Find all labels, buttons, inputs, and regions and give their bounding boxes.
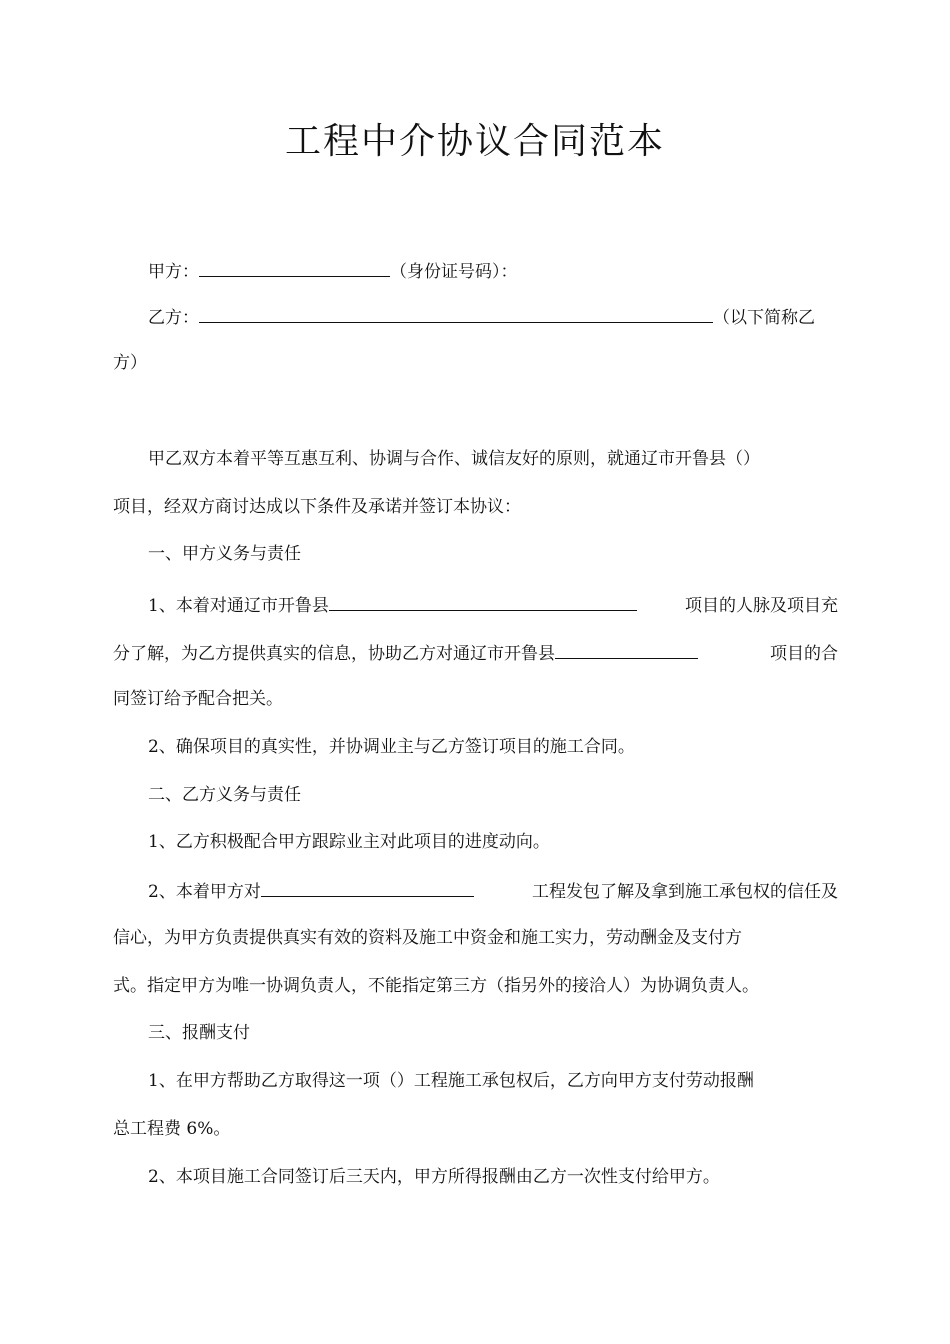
- section3-item1-line2: 总工程费 6%。: [113, 1119, 231, 1139]
- section3-item2: 2、本项目施工合同签订后三天内，甲方所得报酬由乙方一次性支付给甲方。: [148, 1167, 720, 1187]
- section2-item2-part-a: 2、本着甲方对: [148, 876, 474, 905]
- intro-line-1: 甲乙双方本着平等互惠互利、协调与合作、诚信友好的原则，就通辽市开鲁县（）: [148, 449, 760, 469]
- party-a-label: 甲方：: [148, 262, 199, 282]
- project-name-blank-1: [329, 590, 637, 611]
- section1-item1-line2: [113, 638, 838, 667]
- section2-item2-line1: [148, 876, 838, 905]
- section1-item1-part-a: 1、本着对通辽市开鲁县: [148, 590, 637, 619]
- section2-item2-line2: 信心，为甲方负责提供真实有效的资料及施工中资金和施工实力，劳动酬金及支付方: [113, 928, 742, 948]
- party-b-name-blank: [199, 302, 713, 323]
- section1-item1-line1: [148, 590, 838, 619]
- party-b-line: [148, 302, 838, 331]
- party-a-name-blank: [199, 256, 390, 277]
- section1-item2: 2、确保项目的真实性，并协调业主与乙方签订项目的施工合同。: [148, 737, 635, 757]
- section1-item1-part-c: 分了解，为乙方提供真实的信息，协助乙方对通辽市开鲁县: [113, 638, 698, 667]
- document-title: 工程中介协议合同范本: [284, 121, 665, 162]
- party-b-label: 乙方：: [148, 308, 199, 328]
- section2-item2-line3: 式。指定甲方为唯一协调负责人，不能指定第三方（指另外的接洽人）为协调负责人。: [113, 976, 759, 996]
- section3-heading: 三、报酬支付: [148, 1023, 250, 1043]
- intro-line-2: 项目，经双方商讨达成以下条件及承诺并签订本协议：: [113, 497, 521, 517]
- party-a-id-note: （身份证号码）：: [390, 262, 518, 282]
- section3-item1-line1: 1、在甲方帮助乙方取得这一项（）工程施工承包权后，乙方向甲方支付劳动报酬: [148, 1071, 754, 1091]
- project-name-blank-3: [261, 876, 474, 897]
- section2-heading: 二、乙方义务与责任: [148, 785, 301, 805]
- party-b-suffix: （以下简称乙: [713, 308, 815, 328]
- party-a-line: [148, 256, 838, 285]
- section1-heading: 一、甲方义务与责任: [148, 544, 301, 564]
- project-name-blank-2: [555, 638, 698, 659]
- section1-item1-part-d: 项目的合: [770, 644, 838, 664]
- party-b-wrap: 方）: [113, 353, 147, 373]
- section1-item1-part-b: 项目的人脉及项目充: [685, 596, 838, 616]
- section2-item2-part-b: 工程发包了解及拿到施工承包权的信任及: [532, 882, 838, 902]
- section2-item1: 1、乙方积极配合甲方跟踪业主对此项目的进度动向。: [148, 832, 550, 852]
- section1-item1-line3: 同签订给予配合把关。: [113, 689, 283, 709]
